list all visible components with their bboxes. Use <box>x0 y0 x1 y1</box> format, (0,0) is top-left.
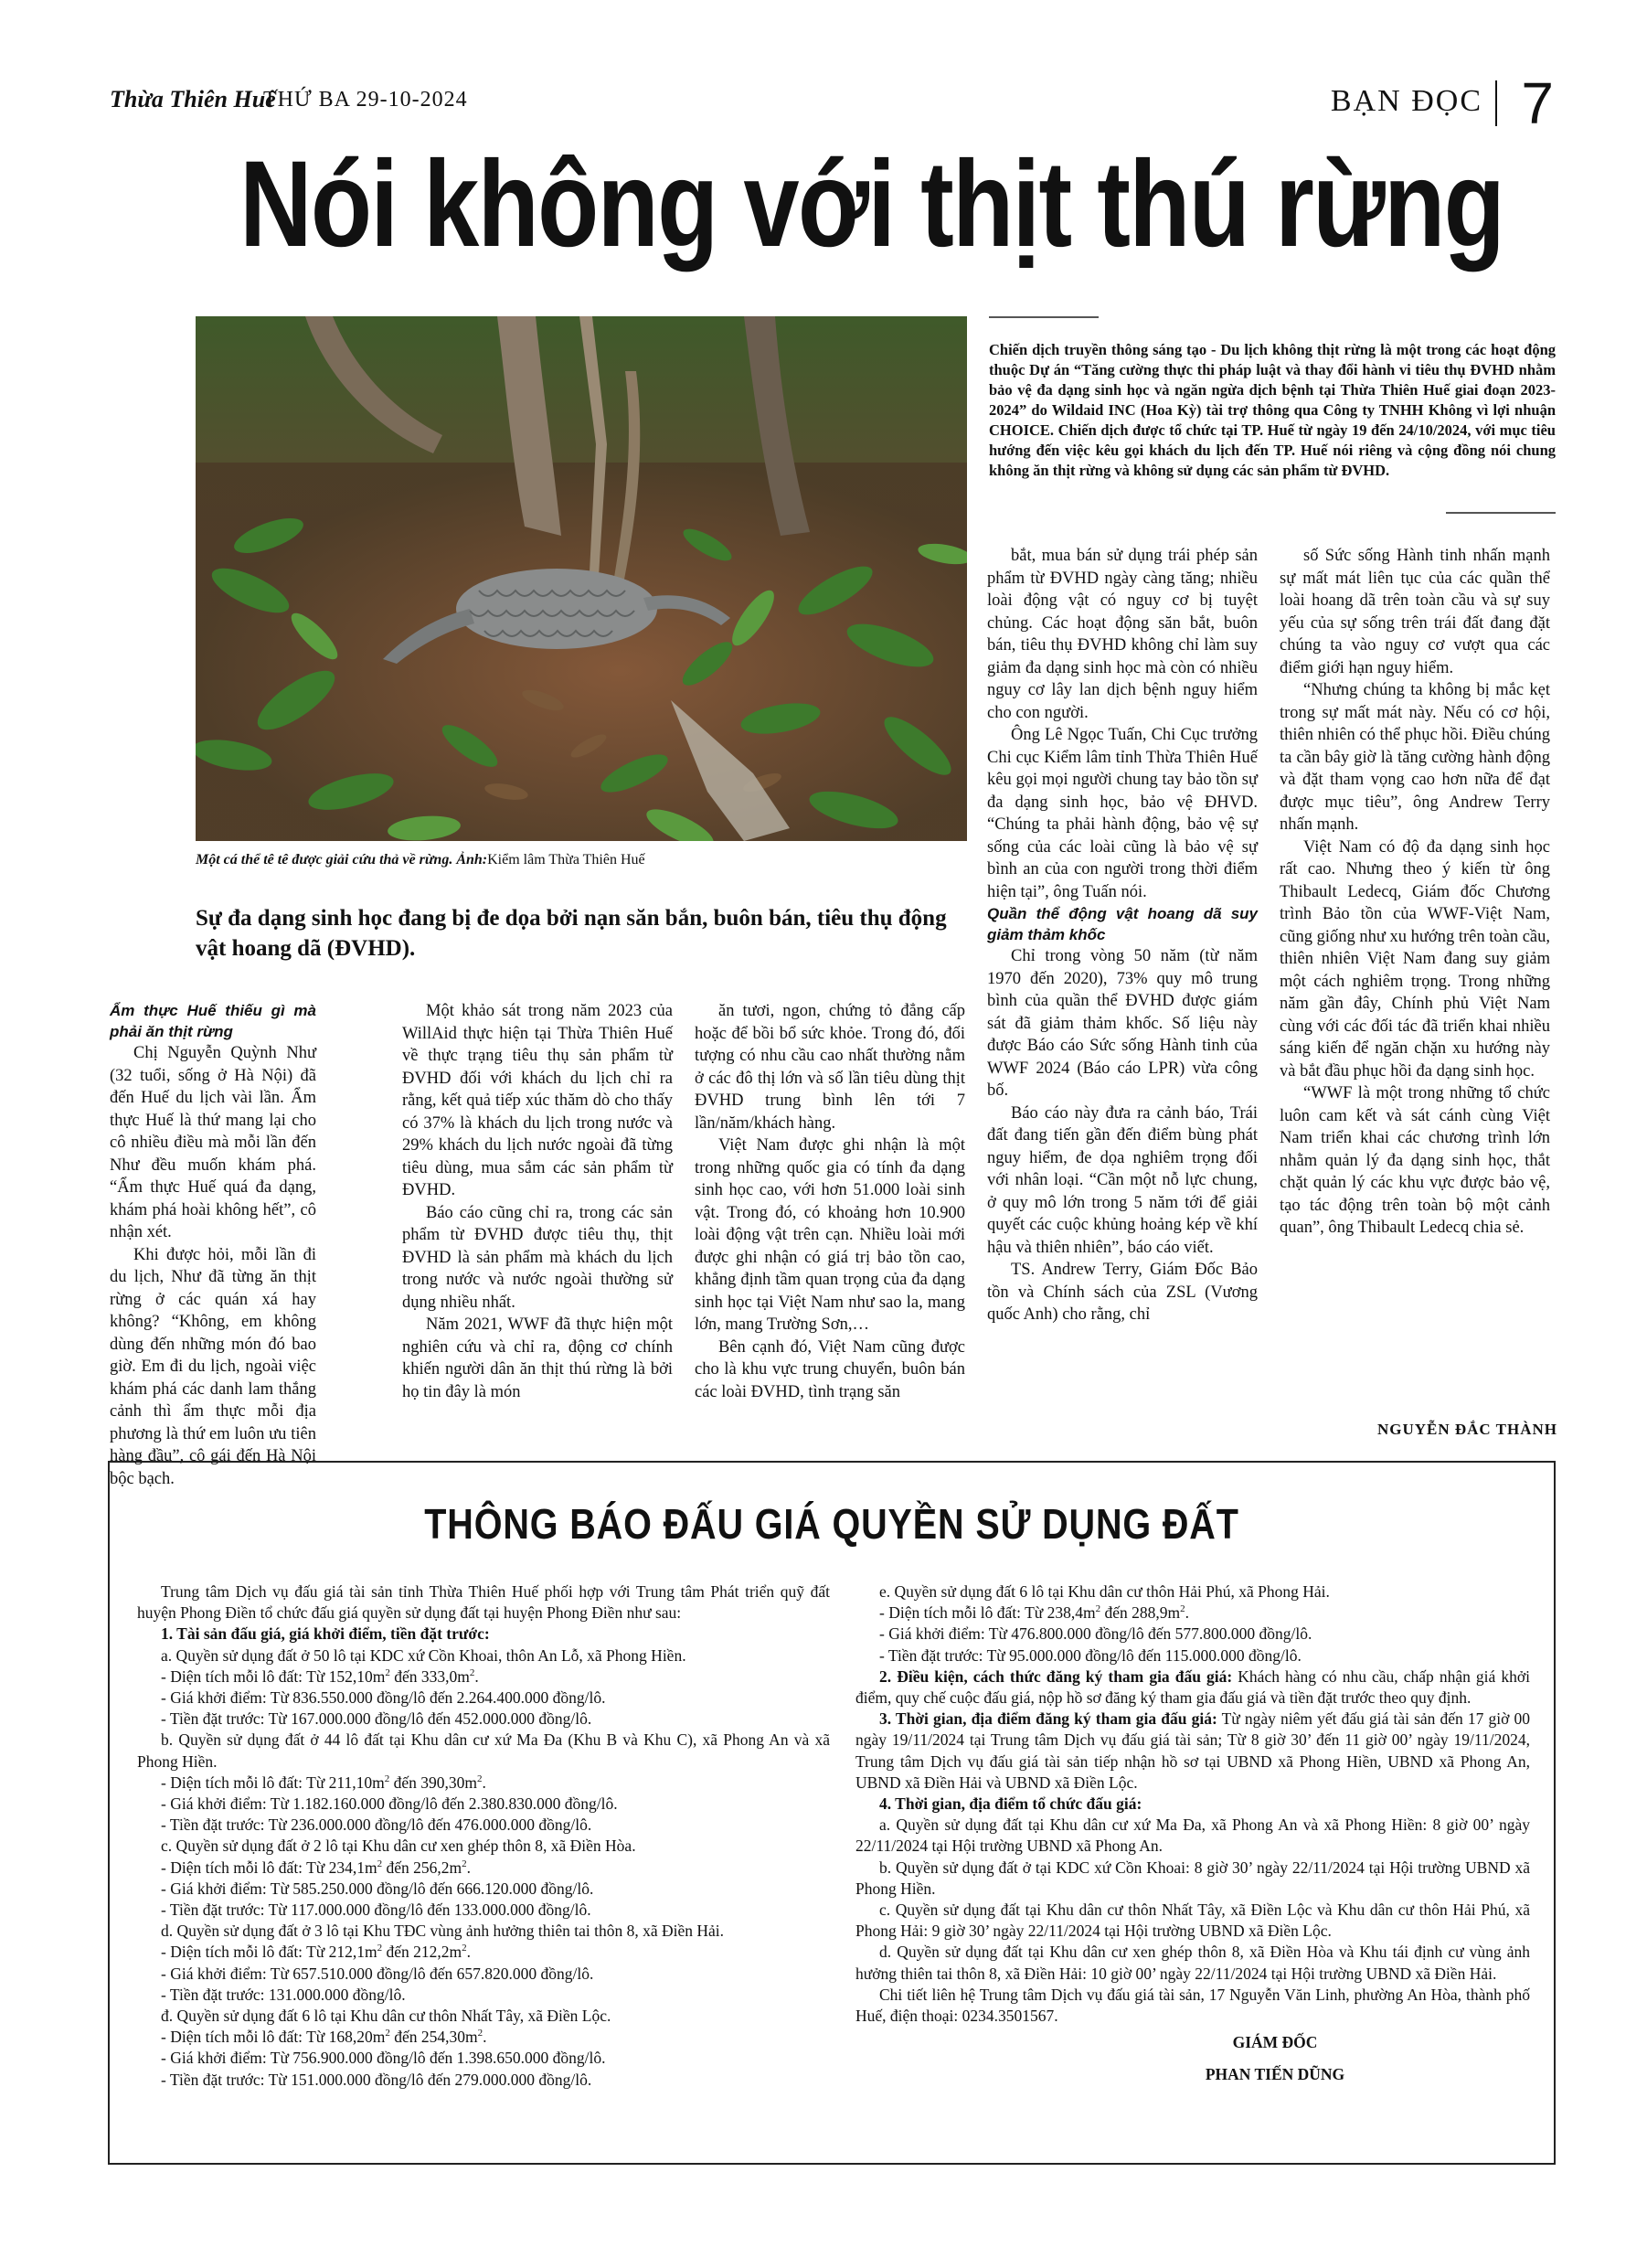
lot-b-area: - Diện tích mỗi lô đất: Từ $211,10m^2$ đến $390,30m^2$. <box>161 1773 486 1792</box>
notice-left-column <box>137 1581 830 2091</box>
masthead <box>110 70 1554 136</box>
lot-c-price: - Giá khởi điểm: Từ 585.250.000 đồng/lô đến 666.120.000 đồng/lô. <box>161 1879 594 1898</box>
paragraph: ăn tươi, ngon, chứng tỏ đẳng cấp hoặc để bồi bổ sức khỏe. Trong đó, đối tượng có nhu cầu cao nhất thường nằm ở các đô thị lớn và số lần tiêu dùng thịt ĐVHD trung bình lên tới 7 lần/năm/khách hàng. <box>695 1002 965 1133</box>
lot-c: c. Quyền sử dụng đất ở 2 lô tại Khu dân cư xen ghép thôn 8, xã Điền Hòa. <box>161 1837 636 1856</box>
paper-name: Thừa Thiên Huế <box>110 86 276 112</box>
auction-notice <box>108 1461 1556 2165</box>
lot-e-price: - Giá khởi điểm: Từ 476.800.000 đồng/lô đến 577.800.000 đồng/lô. <box>879 1624 1312 1644</box>
lot-a-deposit: - Tiền đặt trước: Từ 167.000.000 đồng/lô đến 452.000.000 đồng/lô. <box>161 1709 592 1729</box>
paragraph: Năm 2021, WWF đã thực hiện một nghiên cứu và chỉ ra, động cơ chính khiến người dân ăn thịt thú rừng là bởi họ tin đây là món <box>402 1315 673 1401</box>
byline: NGUYỄN ĐẮC THÀNH <box>1376 1421 1557 1438</box>
lot-c-deposit: - Tiền đặt trước: Từ 117.000.000 đồng/lô đến 133.000.000 đồng/lô. <box>161 1901 591 1920</box>
section-name: BẠN ĐỌC <box>1330 84 1482 118</box>
session-b: b. Quyền sử dụng đất ở tại KDC xứ Cồn Khoai: 8 giờ 30’ ngày 22/11/2024 tại Hội trường UBND xã Phong Hiền. <box>855 1858 1530 1898</box>
paragraph: Báo cáo cũng chỉ ra, trong các sản phẩm từ ĐVHD được tiêu thụ, thịt ĐVHD là sản phẩm mà khách du lịch trong nước và nước ngoài thường sử dụng nhiều nhất. <box>402 1203 673 1312</box>
lot-a-area: - Diện tích mỗi lô đất: Từ $152,10m^2$ đến $333,0m^2$. <box>161 1666 479 1686</box>
paragraph: Một khảo sát trong năm 2023 của WillAid thực hiện tại Thừa Thiên Huế về thực trạng tiêu thụ sản phẩm từ ĐVHD đối với khách du lịch chỉ ra rằng, kết quả tiếp xúc thăm dò cho thấy có 37% là khách du lịch trong nước và 29% khách du lịch nước ngoài đã từng tiêu dùng, mua sắm các sản phẩm từ ĐVHD. <box>402 1002 673 1199</box>
notice-intro: Trung tâm Dịch vụ đấu giá tài sản tỉnh Thừa Thiên Huế phối hợp với Trung tâm Phát triển quỹ đất huyện Phong Điền tổ chức đấu giá quyền sử dụng đất tại huyện Phong Điền như sau: <box>137 1582 830 1623</box>
lot-a: a. Quyền sử dụng đất ở 50 lô tại KDC xứ Cồn Khoai, thôn An Lỗ, xã Phong Hiền. <box>161 1645 686 1665</box>
headline: Nói không với thịt thú rừng <box>239 136 1504 272</box>
session-c: c. Quyền sử dụng đất tại Khu dân cư thôn Nhất Tây, xã Điền Lộc và Khu dân cư thôn Hải Phú, xã Phong Hải: 9 giờ 30’ ngày 22/11/2024 tại Hội trường UBND xã Điền Lộc. <box>855 1901 1530 1941</box>
lot-d: d. Quyền sử dụng đất ở 3 lô tại Khu TĐC vùng ảnh hưởng thiên tai thôn 8, xã Điền Hải. <box>161 1922 725 1941</box>
notice-contact: Chi tiết liên hệ Trung tâm Dịch vụ đấu giá tài sản, 17 Nguyễn Văn Linh, phường An Hòa, thành phố Huế, điện thoại: 0234.3501567. <box>855 1985 1530 2026</box>
lot-dd-deposit: - Tiền đặt trước: Từ 151.000.000 đồng/lô đến 279.000.000 đồng/lô. <box>161 2070 592 2089</box>
paragraph: số Sức sống Hành tinh nhấn mạnh sự mất mát liên tục của các quần thể loài hoang dã trên toàn cầu và sự suy yếu của sự sống trên trái đất đang đặt chúng ta vào nguy cơ vượt qua các điểm giới hạn nguy hiểm. <box>1280 547 1550 677</box>
masthead-divider <box>1495 80 1497 126</box>
lot-e: e. Quyền sử dụng đất 6 lô tại Khu dân cư thôn Hải Phú, xã Phong Hải. <box>879 1582 1330 1601</box>
paragraph: Việt Nam được ghi nhận là một trong những quốc gia có tính đa dạng sinh học cao, với hơn 51.000 loài sinh vật. Trong đó, có khoảng hơn 10.900 loài động vật trên cạn. Nhiều loài mới được ghi nhận có giá trị bảo tồn cao, khẳng định tầm quan trọng của đa dạng sinh học tại Việt Nam như sao la, mang lớn, mang Trường Sơn,… <box>695 1136 965 1334</box>
lot-dd: đ. Quyền sử dụng đất 6 lô tại Khu dân cư thôn Nhất Tây, xã Điền Lộc. <box>161 2007 611 2026</box>
lot-b-deposit: - Tiền đặt trước: Từ 236.000.000 đồng/lô đến 476.000.000 đồng/lô. <box>161 1815 592 1835</box>
notice-section-3: 3. Thời gian, địa điểm đăng ký tham gia đấu giá: Từ ngày niêm yết đấu giá tài sản đến 17 giờ 00 ngày 19/11/2024 tại Trung tâm Dịch vụ đấu giá tài sản; Từ 8 giờ 30’ đến 11 giờ 00’ ngày 19/11/2024, Trung tâm Dịch vụ đấu giá tài sản tiếp nhận hồ sơ tại UBND xã Phong Hiền, UBND xã Phong An, UBND xã Điền Hải và UBND xã Điền Lộc. <box>855 1709 1530 1792</box>
article-column-5 <box>1280 545 1550 1240</box>
lot-b: b. Quyền sử dụng đất ở 44 lô đất tại Khu dân cư xứ Ma Đa (Khu B và Khu C), xã Phong An và xã Phong Hiền. <box>137 1730 830 1771</box>
lot-b-price: - Giá khởi điểm: Từ 1.182.160.000 đồng/lô đến 2.380.830.000 đồng/lô. <box>161 1794 618 1814</box>
lot-d-area: - Diện tích mỗi lô đất: Từ $212,1m^2$ đến $212,2m^2$. <box>161 1943 472 1962</box>
lot-dd-price: - Giá khởi điểm: Từ 756.900.000 đồng/lô đến 1.398.650.000 đồng/lô. <box>161 2049 606 2068</box>
paragraph: Báo cáo này đưa ra cảnh báo, Trái đất đang tiến gần đến điểm bùng phát nguy hiểm, đe dọa nghiêm trọng đối với nhân loại. “Cần một nỗ lực chung, ở quy mô lớn trong 5 năm tới để giải quyết các cuộc khủng hoảng kép về khí hậu và thiên nhiên”, báo cáo viết. <box>987 1103 1258 1257</box>
article-column-3 <box>695 1000 965 1403</box>
paragraph: “WWF là một trong những tổ chức luôn cam kết và sát cánh cùng Việt Nam triển khai các chương trình lớn nhằm quản lý đa dạng sinh học, thắt chặt quản lý các khu vực được bảo vệ, tạo tác động trên toàn bộ một cảnh quan”, ông Thibault Ledecq chia sẻ. <box>1280 1084 1550 1237</box>
lot-e-deposit: - Tiền đặt trước: Từ 95.000.000 đồng/lô đến 115.000.000 đồng/lô. <box>879 1645 1302 1665</box>
lot-dd-area: - Diện tích mỗi lô đất: Từ $168,20m^2$ đến $254,30m^2$. <box>161 2028 487 2047</box>
notice-title: THÔNG BÁO ĐẤU GIÁ QUYỀN SỬ DỤNG ĐẤT <box>424 1500 1239 1548</box>
article-column-1 <box>110 1000 316 1490</box>
caption-text: Một cá thể tê tê được giải cứu thả về rừng. Ảnh: <box>196 852 488 868</box>
subhead-2: Quần thể động vật hoang dã suy giảm thảm khốc <box>987 905 1258 943</box>
article-column-2 <box>402 1000 673 1403</box>
lot-d-deposit: - Tiền đặt trước: 131.000.000 đồng/lô. <box>161 1985 406 2004</box>
subhead-1: Ẩm thực Huế thiếu gì mà phải ăn thịt rừng <box>110 1002 316 1040</box>
paragraph: bắt, mua bán sử dụng trái phép sản phẩm từ ĐVHD ngày càng tăng; nhiều loài động vật có nguy cơ bị tuyệt chủng. Các hoạt động săn bắt, buôn bán, tiêu thụ ĐVHD không chỉ làm suy giảm đa dạng sinh học mà còn có nhiều nguy cơ lây lan dịch bệnh nguy hiểm cho con người. <box>987 547 1258 722</box>
signer-title: GIÁM ĐỐC <box>1232 2033 1318 2052</box>
sapo: Chiến dịch truyền thông sáng tạo - Du lịch không thịt rừng là một trong các hoạt động thuộc Dự án “Tăng cường thực thi pháp luật và thay đổi hành vi tiêu thụ ĐVHD nhằm bảo vệ đa dạng sinh học và ngăn ngừa dịch bệnh tại Thừa Thiên Huế giai đoạn 2023-2024” do Wildaid INC (Hoa Kỳ) tài trợ thông qua Công ty TNHH Không vì lợi nhuận CHOICE. Chiến dịch được tổ chức tại TP. Huế từ ngày 19 đến 24/10/2024, với mục tiêu hướng đến việc kêu gọi khách du lịch đến TP. Huế nói riêng và cộng đồng nói chung không ăn thịt rừng và không sử dụng các sản phẩm từ ĐVHD. <box>989 341 1556 479</box>
lot-e-area: - Diện tích mỗi lô đất: Từ $238,4m^2$ đến $288,9m^2$. <box>879 1603 1190 1623</box>
article-photo <box>196 316 967 841</box>
paragraph: Chị Nguyễn Quỳnh Như (32 tuổi, sống ở Hà Nội) đã đến Huế du lịch vài lần. Ẩm thực Huế là thứ mang lại cho cô nhiều điều mà mỗi lần đến Như đều muốn khám phá. “Ẩm thực Huế quá đa dạng, khám phá hoài không hết”, cô nhận xét. <box>110 1044 316 1241</box>
notice-heading-4: 4. Thời gian, địa điểm tổ chức đấu giá: <box>879 1794 1142 1814</box>
notice-heading-1: 1. Tài sản đấu giá, giá khởi điểm, tiền đặt trước: <box>161 1624 490 1644</box>
paragraph: Chỉ trong vòng 50 năm (từ năm 1970 đến 2020), 73% quy mô trung bình của quần thể ĐVHD được giám sát đã giảm thảm khốc. Số liệu này được Báo cáo Sức sống Hành tinh của WWF 2024 (Báo cáo LPR) vừa công bố. <box>987 947 1258 1100</box>
lot-a-price: - Giá khởi điểm: Từ 836.550.000 đồng/lô đến 2.264.400.000 đồng/lô. <box>161 1688 606 1708</box>
sapo-rule-bottom <box>1446 512 1556 514</box>
photo-caption <box>196 852 967 868</box>
signer-name: PHAN TIẾN DŨNG <box>1205 2065 1345 2084</box>
paragraph: “Nhưng chúng ta không bị mắc kẹt trong sự mất mát này. Nếu có cơ hội, thiên nhiên có thể phục hồi. Điều chúng ta cần bây giờ là tăng cường hành động và đặt tham vọng cao hơn nữa để đạt được mục tiêu”, ông Andrew Terry nhấn mạnh. <box>1280 681 1550 834</box>
session-d: d. Quyền sử dụng đất tại Khu dân cư xen ghép thôn 8, xã Điền Hòa và Khu tái định cư vùng ảnh hưởng thiên tai thôn 8, xã Điền Hải: 10 giờ 00’ ngày 22/11/2024 tại Hội trường UBND xã Điền Hải. <box>855 1943 1530 1983</box>
page-number: 7 <box>1521 70 1554 136</box>
paragraph: Việt Nam có độ đa dạng sinh học rất cao. Nhưng theo ý kiến từ ông Thibault Ledecq, Giám đốc Chương trình Bảo tồn của WWF-Việt Nam, cũng giống như xu hướng trên toàn cầu, thiên nhiên Việt Nam đang suy giảm một cách nghiêm trọng. Trong những năm gần đây, Chính phủ Việt Nam cùng với các đối tác đã triển khai nhiều sáng kiến để ngăn chặn xu hướng này và bắt đầu phục hồi đa dạng sinh học. <box>1280 837 1550 1081</box>
notice-right-column <box>855 1581 1530 2086</box>
paragraph: Khi được hỏi, mỗi lần đi du lịch, Như đã từng ăn thịt rừng ở các quán xá hay không? “Không, em không dùng đến những món đó bao giờ. Em đi du lịch, ngoài việc khám phá các danh lam thắng cảnh thì ẩm thực mỗi địa phương là thứ em luôn ưu tiên hàng đầu”, cô gái đến Hà Nội bộc bạch. <box>110 1245 316 1488</box>
paragraph: TS. Andrew Terry, Giám Đốc Bảo tồn và Chính sách của ZSL (Vương quốc Anh) cho rằng, chỉ <box>987 1261 1258 1324</box>
lot-c-area: - Diện tích mỗi lô đất: Từ $234,1m^2$ đến $256,2m^2$. <box>161 1858 472 1877</box>
issue-date: THỨ BA 29-10-2024 <box>263 88 468 112</box>
lot-d-price: - Giá khởi điểm: Từ 657.510.000 đồng/lô đến 657.820.000 đồng/lô. <box>161 1964 594 1983</box>
lead-paragraph: Sự đa dạng sinh học đang bị đe dọa bởi nạn săn bắn, buôn bán, tiêu thụ động vật hoang dã (ĐVHD). <box>196 906 947 961</box>
paragraph: Ông Lê Ngọc Tuấn, Chi Cục trưởng Chi cục Kiểm lâm tỉnh Thừa Thiên Huế kêu gọi mọi người chung tay bảo tồn sự đa dạng sinh học, bảo vệ ĐHVD. “Chúng ta phải hành động, bảo vệ sự sống của các loài cũng là bảo vệ sự bình an của con người trong thời điểm hiện tại”, ông Tuấn nói. <box>987 726 1258 901</box>
article-column-4 <box>987 545 1258 1326</box>
session-a: a. Quyền sử dụng đất tại Khu dân cư xứ Ma Đa, xã Phong An và xã Phong Hiền: 8 giờ 00’ ngày 22/11/2024 tại Hội trường UBND xã Phong An. <box>855 1815 1530 1856</box>
notice-section-2: 2. Điều kiện, cách thức đăng ký tham gia đấu giá: Khách hàng có nhu cầu, chấp nhận giá khởi điểm, quy chế cuộc đấu giá, nộp hồ sơ đăng ký tham gia đấu giá và tiền đặt trước theo quy định. <box>855 1666 1530 1708</box>
sapo-rule-top <box>989 316 1099 318</box>
paragraph: Bên cạnh đó, Việt Nam cũng được cho là khu vực trung chuyển, buôn bán các loài ĐVHD, tình trạng săn <box>695 1337 965 1401</box>
photo-credit: Kiểm lâm Thừa Thiên Huế <box>487 852 645 868</box>
